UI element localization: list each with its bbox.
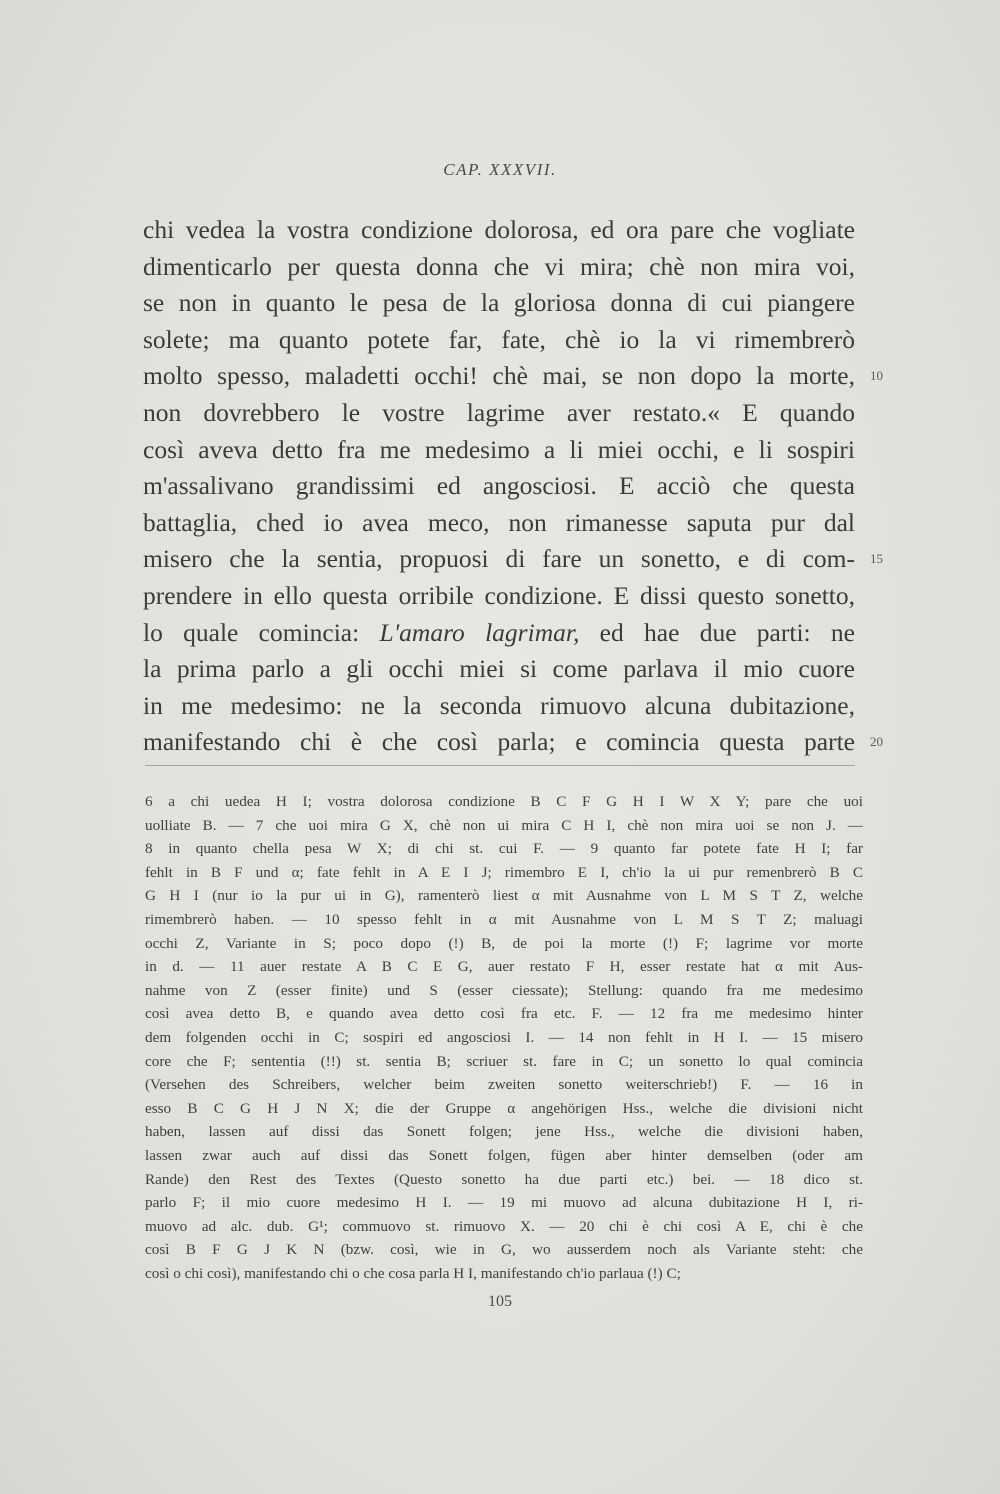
note-line: muovo ad alc. dub. G¹; commuovo st. rimuovo X. — 20 chi è chi così A E, chi è che — [145, 1217, 863, 1235]
note-line: esso B C G H J N X; die der Gruppe α angehörigen Hss., welche die divisioni nicht — [145, 1099, 863, 1117]
note-line: core che F; sententia (!!) st. sentia B; scriuer st. fare in C; un sonetto lo qual comincia — [145, 1052, 863, 1070]
text-line — [143, 249, 855, 286]
page-number: 105 — [488, 1293, 512, 1310]
line-number: 20 — [870, 734, 883, 750]
line-text: lo quale comincia: — [143, 617, 380, 647]
line-text: non dovrebbero le vostre lagrime aver restato.« E quando — [143, 397, 855, 427]
line-text: m'assalivano grandissimi ed angosciosi. E acciò che questa — [143, 471, 855, 501]
note-line: occhi Z, Variante in S; poco dopo (!) B, de poi la morte (!) F; lagrime vor morte — [145, 934, 863, 952]
line-text: manifestando chi è che così parla; e comincia questa parte — [143, 727, 855, 757]
note-line: haben, lassen auf dissi das Sonett folgen; jene Hss., welche die divisioni haben, — [145, 1123, 863, 1141]
line-text: così aveva detto fra me medesimo a li miei occhi, e li sospiri — [143, 434, 855, 464]
line-text: battaglia, ched io avea meco, non rimanesse saputa pur dal — [143, 507, 855, 537]
line-number: 10 — [870, 368, 883, 384]
note-line: così B F G J K N (bzw. così, wie in G, wo ausserdem noch als Variante steht: che — [145, 1241, 863, 1259]
sonnet-title: L'amaro lagrimar, — [379, 617, 580, 647]
line-text: ed hae due parti: ne — [579, 617, 855, 647]
line-text: in me medesimo: ne la seconda rimuovo alcuna dubitazione, — [143, 690, 855, 720]
note-line: in d. — 11 auer restate A B C E G, auer restato F H, esser restate hat α mit Aus- — [145, 958, 863, 976]
line-text: misero che la sentia, propuosi di fare un sonetto, e di com- — [143, 544, 855, 574]
text-line — [143, 322, 855, 359]
note-line: nahme von Z (esser finite) und S (esser ciessate); Stellung: quando fra me medesimo — [145, 981, 863, 999]
line-text: prendere in ello questa orribile condizione. E dissi questo sonetto, — [143, 580, 855, 610]
text-line — [143, 285, 855, 322]
note-line: (Versehen des Schreibers, welcher beim zweiten sonetto weiterschrieb!) F. — 16 in — [145, 1076, 863, 1094]
text-line — [143, 578, 855, 615]
note-line: dem folgenden occhi in C; sospiri ed angosciosi I. — 14 non fehlt in H I. — 15 misero — [145, 1028, 863, 1046]
text-line — [143, 505, 855, 542]
note-line: uolliate B. — 7 che uoi mira G X, chè non ui mira C H I, chè non mira uoi se non J. — — [145, 816, 863, 834]
text-line — [143, 724, 883, 761]
note-line: fehlt in B F und α; fate fehlt in A E I J; rimembro E I, ch'io la ui pur remenbrerò B C — [145, 863, 863, 881]
footnote-rule — [145, 765, 855, 766]
line-text: solete; ma quanto potete far, fate, chè io la vi rimembrerò — [143, 324, 855, 354]
line-text: se non in quanto le pesa de la gloriosa donna di cui piangere — [143, 288, 855, 318]
main-text — [143, 212, 883, 761]
note-line: 8 in quanto chella pesa W X; di chi st. cui F. — 9 quanto far potete fate H I; far — [145, 840, 863, 858]
line-text: chi vedea la vostra condizione dolorosa, ed ora pare che vogliate — [143, 215, 855, 244]
text-line — [143, 468, 855, 505]
line-text: molto spesso, maladetti occhi! chè mai, se non dopo la morte, — [143, 361, 855, 391]
note-line: rimembrerò haben. — 10 spesso fehlt in α mit Ausnahme von L M S T Z; maluagi — [145, 910, 863, 928]
line-text: la prima parlo a gli occhi miei si come parlava il mio cuore — [143, 654, 855, 684]
text-line — [143, 432, 855, 469]
note-line: parlo F; il mio cuore medesimo H I. — 19 mi muovo ad alcuna dubitazione H I, ri- — [145, 1194, 863, 1212]
note-line: 6 a chi uedea H I; vostra dolorosa condizione B C F G H I W X Y; pare che uoi — [145, 793, 863, 810]
text-line — [143, 541, 883, 578]
text-line — [143, 212, 855, 249]
text-line — [143, 651, 855, 688]
note-line: così o chi così), manifestando chi o che cosa parla H I, manifestando ch'io parlaua (!) C; — [145, 1264, 681, 1282]
note-line: G H I (nur io la pur ui in G), ramenterò liest α mit Ausnahme von L M S T Z, welche — [145, 887, 863, 905]
running-head: CAP. XXXVII. — [443, 160, 557, 179]
line-text: dimenticarlo per questa donna che vi mira; chè non mira voi, — [143, 251, 855, 281]
text-line — [143, 358, 883, 395]
note-line: Rande) den Rest des Textes (Questo sonetto ha due parti etc.) bei. — 18 dico st. — [145, 1170, 863, 1188]
note-line: così avea detto B, e quando avea detto così fra etc. F. — 12 fra me medesimo hinter — [145, 1005, 863, 1023]
line-number: 15 — [870, 551, 883, 567]
text-line-with-title — [143, 615, 855, 652]
critical-apparatus — [145, 790, 863, 1285]
text-line — [143, 688, 855, 725]
note-line: lassen zwar auch auf dissi das Sonett folgen, fügen aber hinter demselben (oder am — [145, 1146, 863, 1164]
text-line — [143, 395, 855, 432]
